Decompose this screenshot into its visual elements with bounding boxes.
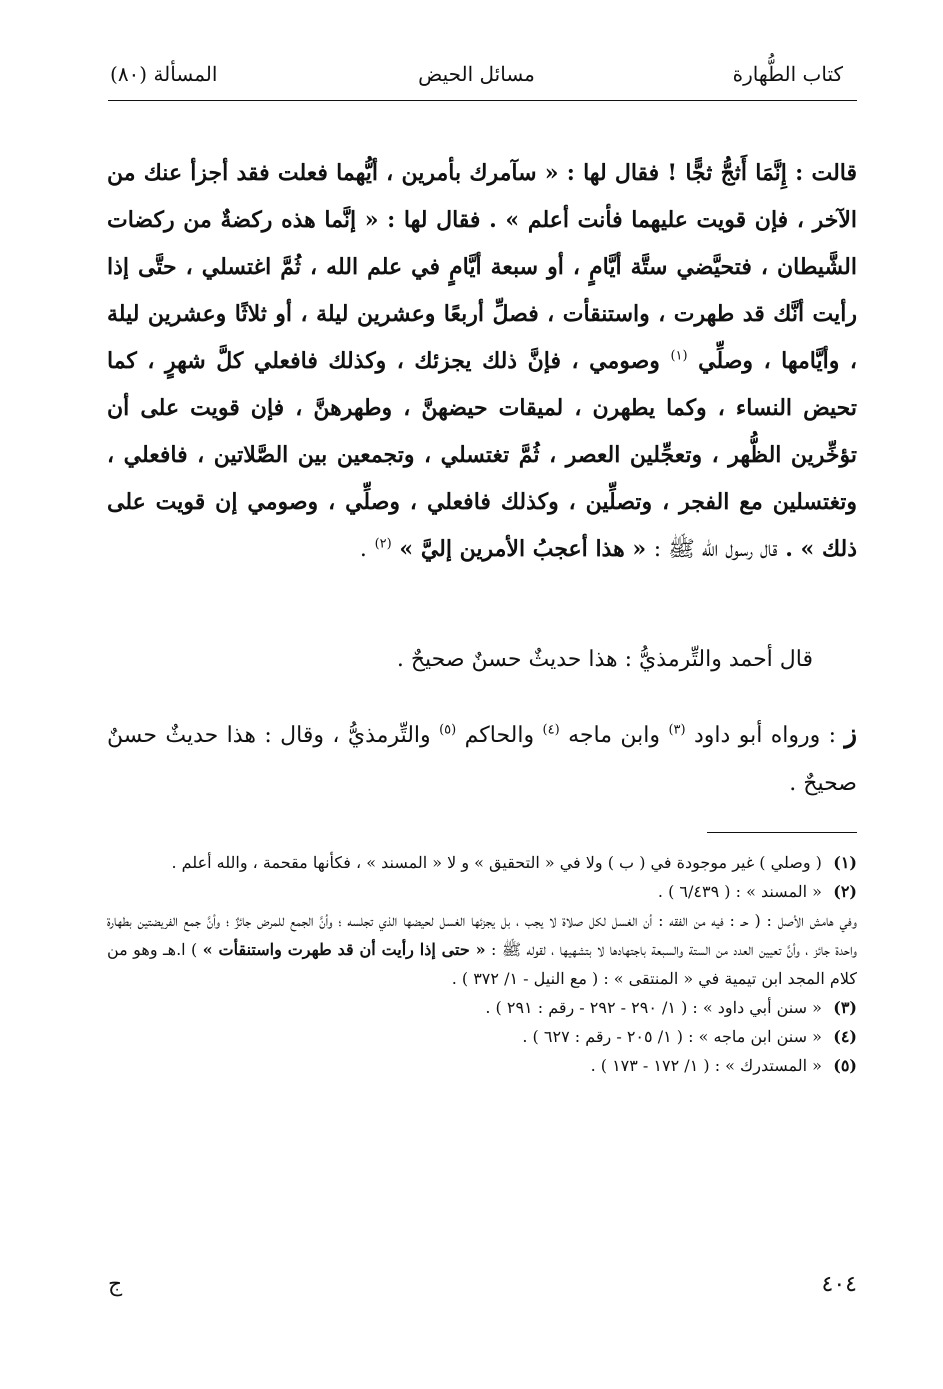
footnote-ref-5: (٥): [439, 722, 457, 738]
running-header: [110, 62, 843, 92]
takhrij-paragraph: [107, 710, 857, 808]
footnotes: [107, 848, 857, 1080]
hadith-paragraph-b: وصومي ، فإنَّ ذلك يجزئك ، وكذلك فافعلي كلَّ شهرٍ ، كما تحيض النساء ، وكما يطهرن ، لميقات حيضهنَّ ، وطهرهنَّ ، فإن قويت على أن تؤخِّرين الظُّهر ، وتعجِّلين العصر ، ثُمَّ تغتسلي ، وتجمعين بين الصَّلاتين ، فافعلي ، وتغتسلين مع الفجر ، وتصلِّين ، وكذلك فافعلي ، وصلِّي ، وصومي إن قويت على ذلك » .: [107, 348, 857, 562]
page-number: ٤٠٤: [821, 1272, 857, 1297]
footnote-number: (٥): [833, 1056, 857, 1075]
page-footer: [108, 1272, 857, 1302]
footnote-text: ( وصلي ) غير موجودة في ( ب ) ولا في « التحقيق » و لا « المسند » ، فكأنها مقحمة ، والله أعلم .: [171, 853, 822, 872]
footnote-number: (٤): [833, 1027, 857, 1046]
margin-note-quote: « حتى إذا رأيت أن قد طهرت واستنقأت »: [202, 940, 486, 959]
signature-mark: ج: [108, 1272, 123, 1297]
footnote-text: « سنن ابن ماجه » : ( ١/ ٢٠٥ - رقم : ٦٢٧ ) .: [522, 1027, 822, 1046]
book-title: كتاب الطُّهارة: [732, 62, 843, 86]
footnote-text: « سنن أبي داود » : ( ١/ ٢٩٠ - ٢٩٢ - رقم : ٢٩١ ) .: [485, 998, 822, 1017]
footnote-number: (٢): [833, 882, 857, 901]
takhrij-part-1: : ورواه أبو داود: [694, 723, 837, 748]
header-divider: [108, 100, 857, 101]
grading-line: قال أحمد والتِّرمذيُّ : هذا حديثٌ حسنٌ صحيحٌ .: [396, 647, 813, 672]
footnote-ref-4: (٤): [542, 722, 560, 738]
hadith-paragraph-a: قالت : إِنَّمَا أَثجُّ ثجًّا ! فقال لها : « سآمرك بأمرين ، أيُّهما فعلت فقد أجزأ عنك من الآخر ، فإن قويت عليهما فأنت أعلم » . فقال لها : « إنَّما هذه ركضةٌ من ركضات الشَّيطان ، فتحيَّضي ستَّة أيَّامٍ ، أو سبعة أيَّامٍ في علم الله ، ثُمَّ اغتسلي ، حتَّى إذا رأيت أنَّك قد طهرت ، واستنقأت ، فصلِّ أربعًا وعشرين ليلة ، أو ثلاثًا وعشرين ليلة ، وأيَّامها ، وصلِّي: [107, 160, 857, 374]
takhrij-part-2: وابن ماجه: [568, 723, 661, 748]
footnote-number: (١): [833, 853, 857, 872]
footnote-ref-3: (٣): [668, 722, 686, 738]
chapter-title: مسائل الحيض: [418, 62, 535, 86]
addition-mark: ز: [844, 719, 858, 749]
end-dot: .: [359, 537, 367, 562]
hadith-paragraph-c: « هذا أعجبُ الأمرين إليَّ »: [399, 536, 647, 562]
footnote-2-margin-note: [107, 906, 857, 993]
margin-note-text-a: وفي هامش الأصل : ( حـ : فيه من الفقه : أن الغسل لكل صلاة لا يجب ، بل يجزئها الغسل لحيضها الذي تجلسه ؛ وأنَّ الجمع للمرض جائزٌ ؛ وأنَّ جمع الفريضتين بطهارة واحدة جائز ، وأنَّ تعيين العدد من الستة والسبعة باجتهادها لا بتشهيها ، لقوله ﷺ :: [107, 911, 858, 959]
footnote-text: « المستدرك » : ( ١/ ١٧٢ - ١٧٣ ) .: [590, 1056, 822, 1075]
footnote-1: [107, 848, 857, 877]
footnote-divider: [707, 832, 857, 833]
footnote-number: (٣): [833, 998, 857, 1017]
margin-note-text-b: ) ا.هـ وهو من كلام المجد ابن تيمية في « المنتقى » : ( مع النيل - ١/ ٣٧٢ ) .: [107, 940, 857, 988]
takhrij-part-3: والحاكم: [464, 723, 535, 748]
hadith-text: [107, 150, 857, 573]
footnote-4: [107, 1022, 857, 1051]
footnote-5: [107, 1051, 857, 1080]
footnote-text: « المسند » : ( ٦/٤٣٩ ) .: [657, 882, 822, 901]
issue-number: المسألة (٨٠): [110, 62, 218, 86]
footnote-ref-2: (٢): [374, 536, 392, 552]
footnote-ref-1: (١): [670, 348, 688, 364]
footnote-3: [107, 993, 857, 1022]
prophet-saying-intro: قال رسول الله ﷺ :: [653, 537, 778, 562]
footnote-2: [107, 877, 857, 906]
takhrij-part-4: والتِّرمذيُّ ، وقال : هذا حديثٌ حسنٌ صحيحٌ .: [107, 723, 857, 796]
